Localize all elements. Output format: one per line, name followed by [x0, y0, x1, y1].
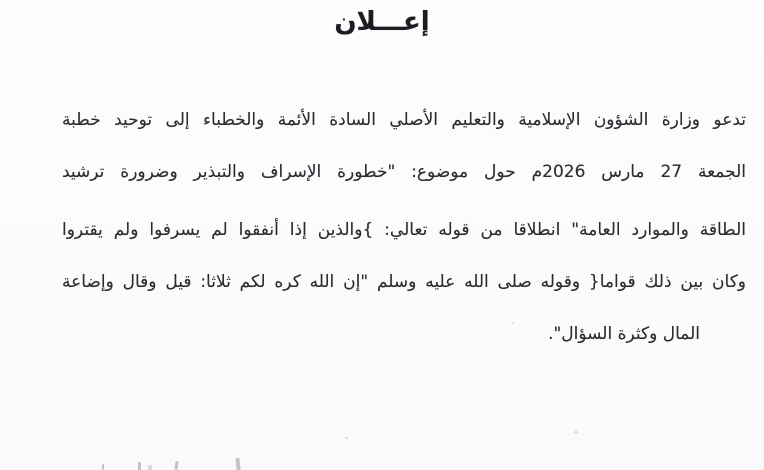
announcement-body	[62, 94, 746, 360]
scan-speck	[512, 322, 514, 324]
cutoff-text-remnant	[174, 461, 178, 470]
cutoff-text-remnant	[235, 458, 240, 470]
body-line-4: وكان بين ذلك قواما{ وقوله صلى الله عليه وسلم "إن الله كره لكم ثلاثا: قيل وقال وإضاعة	[62, 272, 746, 292]
document-title: إعـــلان	[334, 7, 430, 37]
cutoff-text-remnant	[102, 464, 104, 470]
body-line-1: تدعو وزارة الشؤون الإسلامية والتعليم الأصلي السادة الأئمة والخطباء إلى توحيد خطبة	[62, 110, 746, 130]
body-line-2: الجمعة 27 مارس 2026م حول موضوع: "خطورة الإسراف والتبذير وضرورة ترشيد	[62, 162, 746, 182]
scan-speck	[574, 431, 578, 433]
cutoff-text-remnant	[148, 465, 152, 470]
body-line-3: الطاقة والموارد العامة" انطلاقا من قوله تعالي: }والذين إذا أنفقوا لم يسرفوا ولم يقتروا	[62, 220, 746, 240]
cutoff-text-remnant	[138, 462, 141, 470]
scan-speck	[345, 437, 348, 439]
body-line-5: المال وكثرة السؤال".	[548, 324, 700, 344]
